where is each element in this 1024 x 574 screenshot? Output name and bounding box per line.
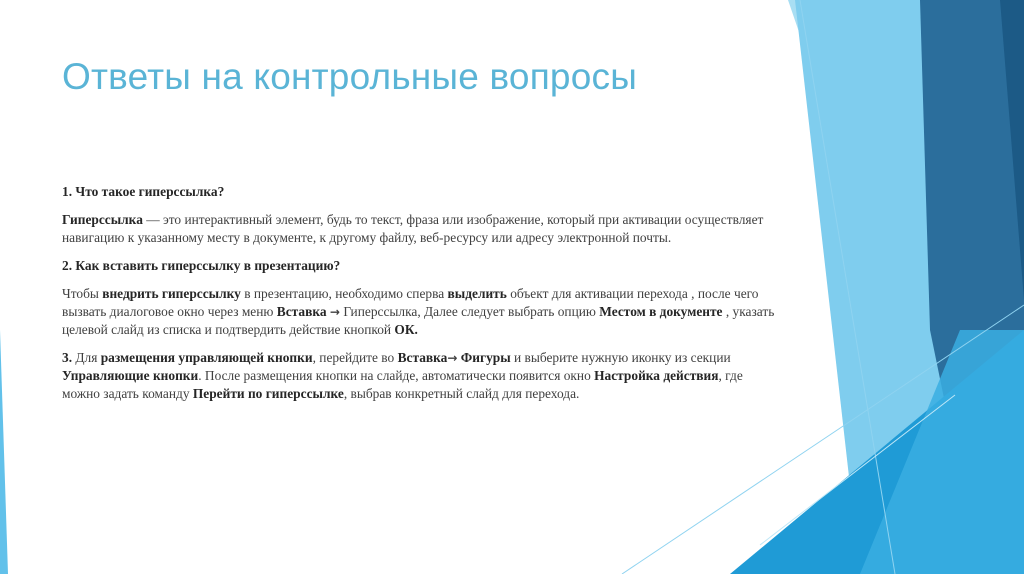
arrow-right-icon: → (329, 305, 340, 319)
slide-body (62, 183, 782, 413)
left-edge-sliver (0, 330, 8, 574)
question-1-heading: 1. Что такое гиперссылка? (62, 184, 225, 199)
answer-1: Гиперссылка — это интерактивный элемент, будь то текст, фраза или изображение, который при активации осуществляет навигацию к указанному месту в документе, к другому файлу, веб-ресурсу или адресу электронной почты. (62, 212, 764, 245)
question-2-heading: 2. Как вставить гиперссылку в презентацию? (62, 258, 341, 273)
slide-title: Ответы на контрольные вопросы (62, 56, 637, 97)
answer-2: Чтобы внедрить гиперссылку в презентацию, необходимо сперва выделить объект для активации перехода , после чего вызвать диалоговое окно через меню Вставка → Гиперссылка, Далее следует выбрать опцию Местом в документе , указать целевой слайд из списка и подтвердить действие кнопкой ОК. (62, 286, 775, 337)
arrow-right-icon: → (447, 351, 458, 365)
answer-3: 3. Для размещения управляющей кнопки, перейдите во Вставка→ Фигуры и выберите нужную иконку из секции Управляющие кнопки. После размещения кнопки на слайде, автоматически появится окно Настройка действия, где можно задать команду Перейти по гиперссылке, выбрав конкретный слайд для перехода. (62, 350, 743, 401)
